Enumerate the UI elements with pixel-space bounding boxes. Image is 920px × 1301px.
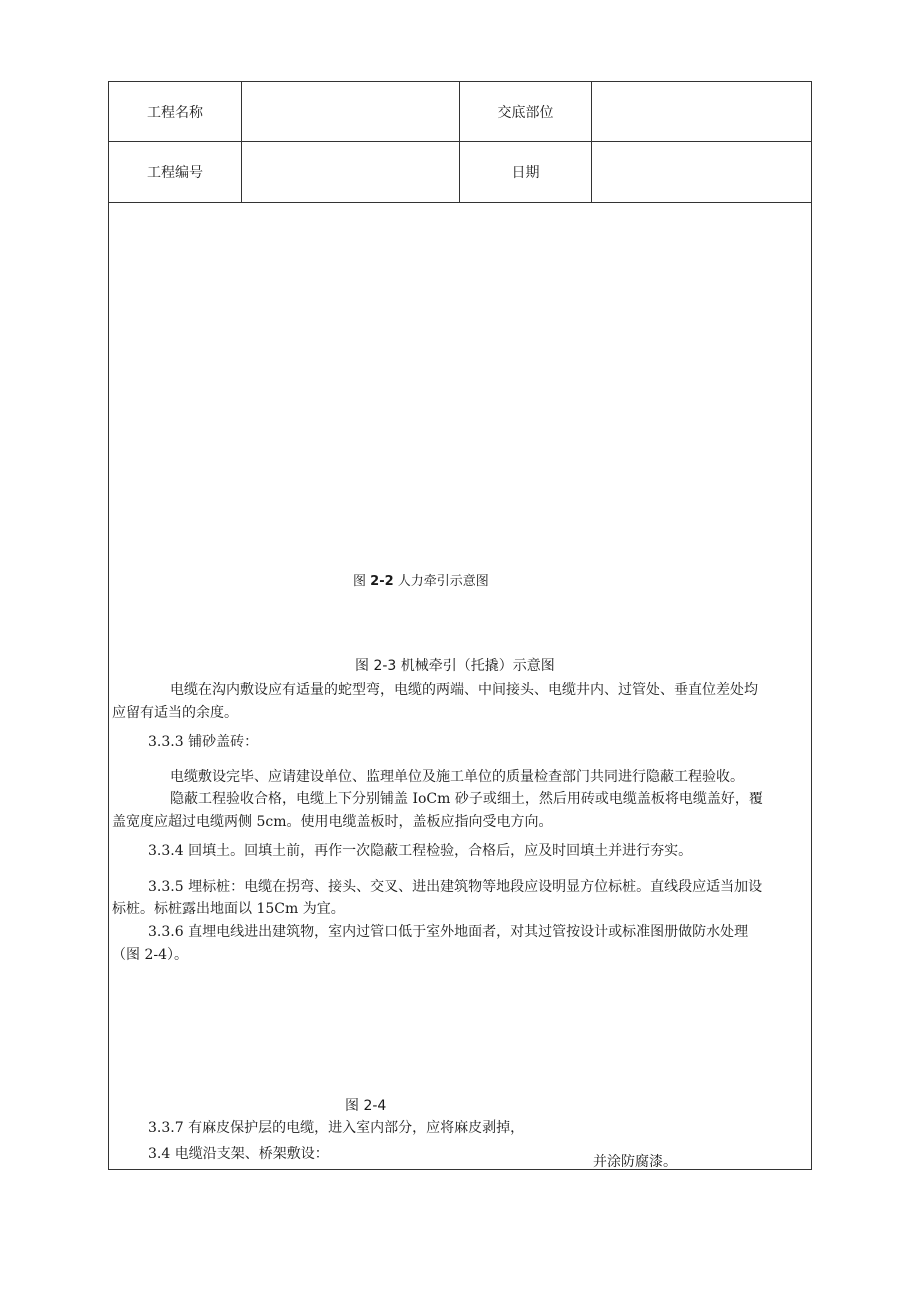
handover-part-field[interactable] — [591, 82, 811, 141]
section-3-3-6-line-2: （图 2-4）。 — [112, 947, 188, 963]
project-name-field[interactable] — [241, 82, 459, 141]
project-no-label: 工程编号 — [147, 165, 203, 181]
handover-part-label: 交底部位 — [459, 82, 591, 141]
section-3-4-heading: 3.4 电缆沿支架、桥架敷设： — [148, 1146, 329, 1162]
paragraph-1-line-1: 电缆在沟内敷设应有适量的蛇型弯，电缆的两端、中间接头、电缆井内、过管处、垂直位差处均 — [170, 682, 758, 698]
section-3-3-5-line-1: 3.3.5 埋标桩：电缆在拐弯、接头、交叉、进出建筑物等地段应设明显方位标桩。直线段应适当加设 — [148, 879, 763, 895]
project-no-field[interactable] — [241, 142, 459, 202]
figure-2-2-number: 2-2 — [370, 574, 394, 589]
section-3-3-7-tail: 并涂防腐漆。 — [593, 1154, 677, 1170]
header-row-1 — [109, 82, 811, 142]
figure-2-2-title: 人力牵引示意图 — [397, 574, 489, 589]
figure-2-2-caption — [353, 570, 489, 589]
figure-2-2-prefix: 图 — [353, 574, 367, 589]
date-field[interactable] — [591, 142, 811, 202]
project-name-label: 工程名称 — [147, 104, 203, 121]
date-label: 日期 — [459, 142, 591, 202]
paragraph-3-line-2: 盖宽度应超过电缆两侧 5cm。使用电缆盖板时，盖板应指向受电方向。 — [112, 814, 553, 830]
section-3-3-3-heading: 3.3.3 铺砂盖砖： — [148, 734, 259, 750]
section-3-3-6-line-1: 3.3.6 直埋电线进出建筑物，室内过管口低于室外地面者，对其过管按设计或标准图册做防水处理 — [148, 924, 749, 940]
paragraph-3-line-1: 隐蔽工程验收合格，电缆上下分别铺盖 IoCm 砂子或细土，然后用砖或电缆盖板将电缆盖好，覆 — [170, 791, 763, 807]
section-3-3-5-line-2: 标桩。标桩露出地面以 15Cm 为宜。 — [112, 901, 345, 917]
section-3-3-7: 3.3.7 有麻皮保护层的电缆，进入室内部分，应将麻皮剥掉， — [148, 1120, 525, 1136]
figure-2-3-caption: 图 2-3 机械牵引（托撬）示意图 — [355, 658, 555, 674]
handover-form — [108, 81, 812, 1170]
paragraph-2: 电缆敷设完毕、应请建设单位、监理单位及施工单位的质量检查部门共同进行隐蔽工程验收。 — [170, 769, 744, 785]
paragraph-1-line-2: 应留有适当的余度。 — [112, 705, 238, 721]
figure-2-4-caption: 图 2-4 — [345, 1098, 387, 1114]
section-3-3-4: 3.3.4 回填土。回填土前，再作一次隐蔽工程检验，合格后，应及时回填土并进行夯实。 — [148, 843, 693, 859]
header-row-2 — [109, 142, 811, 203]
